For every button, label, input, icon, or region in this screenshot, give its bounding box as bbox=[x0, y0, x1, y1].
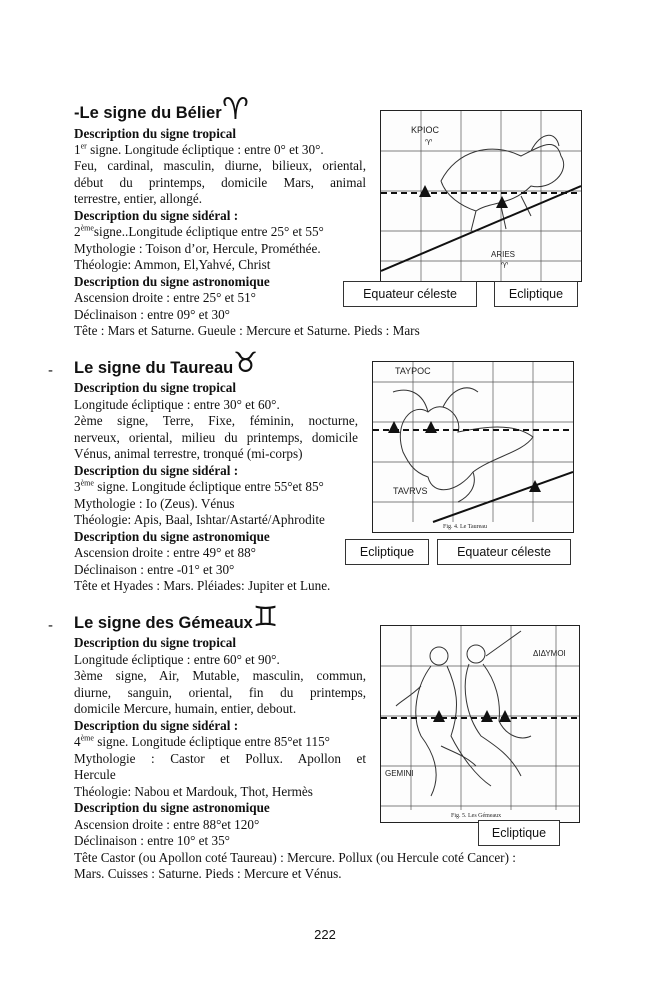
label-ecliptique: Ecliptique bbox=[494, 281, 578, 307]
map-caption: Fig. 5. Les Gémeaux bbox=[451, 813, 502, 819]
map-aries-symbol-bottom: ♈ bbox=[501, 261, 509, 270]
text-line: Théologie: Ammon, El,Yahvé, Christ bbox=[74, 257, 271, 272]
star-map-taurus-drawing bbox=[373, 362, 573, 532]
star-map-taurus bbox=[372, 361, 574, 533]
text-line: Tête et Hyades : Mars. Pléiades: Jupiter et Lune. bbox=[74, 578, 331, 593]
label-equateur-celeste: Equateur céleste bbox=[343, 281, 477, 307]
page-number: 222 bbox=[314, 927, 336, 942]
list-dash: - bbox=[48, 362, 53, 379]
map-label-gemini: GEMINI bbox=[385, 769, 414, 778]
text-line: Ascension droite : entre 25° et 51° bbox=[74, 290, 256, 305]
text-line: diurne, sanguin, oriental, fin du printemps, bbox=[74, 685, 366, 700]
text-line: Vénus, animal terrestre, tronqué (mi-corps) bbox=[74, 446, 303, 461]
taurus-glyph-icon: ♉ bbox=[233, 346, 259, 379]
heading-sideral: Description du signe sidéral : bbox=[74, 718, 239, 733]
heading-sideral: Description du signe sidéral : bbox=[74, 208, 239, 223]
text-line: début du printemps, domicile Mars, animal bbox=[74, 175, 366, 190]
map-label-didymoi: ΔΙΔΥΜΟΙ bbox=[533, 649, 566, 658]
text-line: 1er signe. Longitude écliptique : entre 0° et 30°. bbox=[74, 141, 324, 157]
label-equateur-celeste: Equateur céleste bbox=[437, 539, 571, 565]
text-line: Déclinaison : entre 10° et 35° bbox=[74, 833, 230, 848]
text-line: Déclinaison : entre -01° et 30° bbox=[74, 562, 235, 577]
star-map-gemini bbox=[380, 625, 580, 823]
list-dash: - bbox=[48, 617, 53, 634]
gemini-glyph-icon: ♊ bbox=[253, 600, 279, 633]
text-line: Feu, cardinal, masculin, diurne, bilieux, oriental, bbox=[74, 158, 366, 173]
label-ecliptique: Ecliptique bbox=[478, 820, 560, 846]
text-line: 4ème signe. Longitude écliptique entre 85°et 115° bbox=[74, 733, 330, 749]
text-line: Ascension droite : entre 49° et 88° bbox=[74, 545, 256, 560]
text-line: 3ème signe, Air, Mutable, masculin, commun, bbox=[74, 668, 366, 683]
text-line: 2èmesigne..Longitude écliptique entre 25° et 55° bbox=[74, 223, 324, 239]
text-line: nerveux, oriental, milieu du printemps, domicile bbox=[74, 430, 358, 445]
text-line: domicile Mercure, humain, entier, debout. bbox=[74, 701, 297, 716]
text-line: Ascension droite : entre 88°et 120° bbox=[74, 817, 260, 832]
heading-tropical: Description du signe tropical bbox=[74, 380, 237, 395]
label-ecliptique: Ecliptique bbox=[345, 539, 429, 565]
section-title-belier: -Le signe du Bélier bbox=[74, 104, 222, 122]
star-map-aries-drawing bbox=[381, 111, 581, 281]
heading-sideral: Description du signe sidéral : bbox=[74, 463, 239, 478]
map-label-aries: ARIES bbox=[491, 250, 516, 259]
heading-astronomique: Description du signe astronomique bbox=[74, 529, 270, 544]
text-line: Théologie: Nabou et Mardouk, Thot, Hermès bbox=[74, 784, 313, 799]
text-line: Mythologie : Toison d’or, Hercule, Prométhée. bbox=[74, 241, 321, 256]
text-line: Mythologie : Io (Zeus). Vénus bbox=[74, 496, 235, 511]
heading-tropical: Description du signe tropical bbox=[74, 126, 237, 141]
text-line: Longitude écliptique : entre 60° et 90°. bbox=[74, 652, 280, 667]
heading-astronomique: Description du signe astronomique bbox=[74, 800, 270, 815]
section-title-taureau: Le signe du Taureau bbox=[74, 359, 234, 377]
star-map-gemini-drawing bbox=[381, 626, 579, 822]
text-line: Théologie: Apis, Baal, Ishtar/Astarté/Aphrodite bbox=[74, 512, 325, 527]
text-line: Mars. Cuisses : Saturne. Pieds : Mercure et Vénus. bbox=[74, 866, 342, 881]
text-line: Tête Castor (ou Apollon coté Taureau) : Mercure. Pollux (ou Hercule coté Cancer) : bbox=[74, 850, 516, 865]
text-line: 3ème signe. Longitude écliptique entre 55°et 85° bbox=[74, 478, 324, 494]
text-line: Longitude écliptique : entre 30° et 60°. bbox=[74, 397, 280, 412]
text-line: Hercule bbox=[74, 767, 116, 782]
heading-astronomique: Description du signe astronomique bbox=[74, 274, 270, 289]
text-line: Mythologie : Castor et Pollux. Apollon et bbox=[74, 751, 366, 766]
map-label-tavrvs: TAVRVS bbox=[393, 486, 428, 496]
map-aries-symbol-top: ♈ bbox=[425, 138, 433, 147]
heading-tropical: Description du signe tropical bbox=[74, 635, 237, 650]
map-caption: Fig. 4. Le Taureau bbox=[443, 524, 487, 530]
text-line: Déclinaison : entre 09° et 30° bbox=[74, 307, 230, 322]
aries-glyph-icon: ♈ bbox=[222, 92, 249, 127]
map-label-tayroc: ΤΑΥΡΟC bbox=[395, 366, 431, 376]
section-title-gemeaux: Le signe des Gémeaux bbox=[74, 614, 253, 632]
text-line: terrestre, entier, allongé. bbox=[74, 191, 202, 206]
map-label-kriosc: ΚΡΙΟC bbox=[411, 125, 440, 135]
star-map-aries bbox=[380, 110, 582, 282]
text-line: 2ème signe, Terre, Fixe, féminin, nocturne, bbox=[74, 413, 358, 428]
text-line: Tête : Mars et Saturne. Gueule : Mercure et Saturne. Pieds : Mars bbox=[74, 323, 420, 338]
